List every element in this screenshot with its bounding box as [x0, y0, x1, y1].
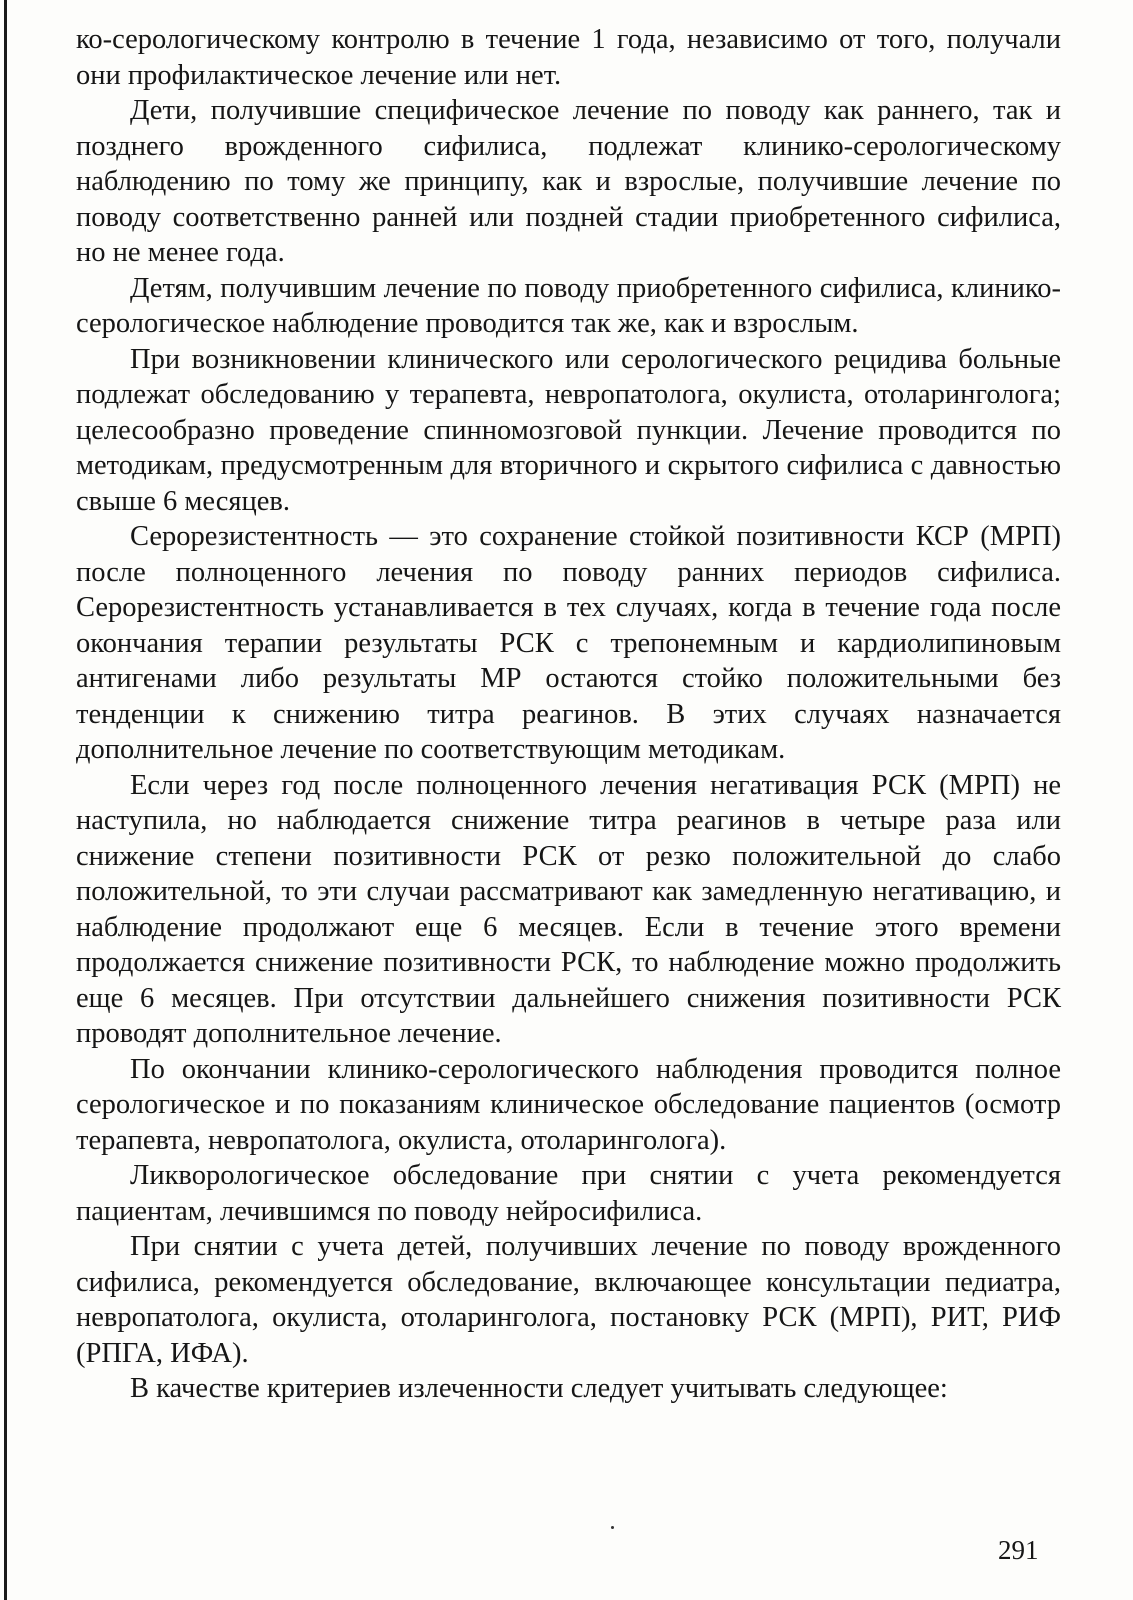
paragraph: Детям, получившим лечение по поводу приобретенного сифилиса, клинико-серологическое наблюдение проводится так же, как и взрослым. — [76, 272, 1061, 339]
paragraph: В качестве критериев излеченности следует учитывать следующее: — [130, 1373, 948, 1404]
paragraph: Дети, получившие специфическое лечение по поводу как раннего, так и позднего врожденного сифилиса, подлежат клинико-серологическому наблюдению по тому же принципу, как и взрослые, получившие лечение по поводу соответственно ранней или поздней стадии приобретенного сифилиса, но не менее года. — [76, 95, 1061, 268]
body-text — [76, 22, 1061, 1407]
paragraph: Серорезистентность — это сохранение стойкой позитивности КСР (МРП) после полноценного лечения по поводу ранних периодов сифилиса. Серорезистентность устанавливается в тех случаях, когда в течение года после окончания терапии результаты РСК с трепонемным и кардиолипиновым антигенами либо результаты МР остаются стойко положительными без тенденции к снижению титра реагинов. В этих случаях назначается дополнительное лечение по соответствующим методикам. — [76, 521, 1061, 765]
page-left-edge — [4, 0, 7, 1600]
page-number: 291 — [998, 1535, 1039, 1565]
print-speck — [611, 1526, 614, 1529]
paragraph: Если через год после полноценного лечения негативация РСК (МРП) не наступила, но наблюдается снижение титра реагинов в четыре раза или снижение степени позитивности РСК от резко положительной до слабо положительной, то эти случаи рассматривают как замедленную негативацию, и наблюдение продолжают еще 6 месяцев. Если в течение этого времени продолжается снижение позитивности РСК, то наблюдение можно продолжить еще 6 месяцев. При отсутствии дальнейшего снижения позитивности РСК проводят дополнительное лечение. — [76, 769, 1061, 1049]
paragraph: При возникновении клинического или серологического рецидива больные подлежат обследованию у терапевта, невропатолога, окулиста, отоларинголога; целесообразно проведение спинномозговой пункции. Лечение проводится по методикам, предусмотренным для вторичного и скрытого сифилиса с давностью свыше 6 месяцев. — [76, 343, 1061, 517]
paragraph: Ликворологическое обследование при снятии с учета рекомендуется пациентам, лечившимся по поводу нейросифилиса. — [76, 1160, 1061, 1227]
paragraph: По окончании клинико-серологического наблюдения проводится полное серологическое и по показаниям клиническое обследование пациентов (осмотр терапевта, невропатолога, окулиста, отоларинголога). — [76, 1053, 1061, 1156]
paragraph-continued: ко-серологическому контролю в течение 1 года, независимо от того, получали они профилактическое лечение или нет. — [76, 24, 1061, 91]
paragraph: При снятии с учета детей, получивших лечение по поводу врожденного сифилиса, рекомендуется обследование, включающее консультации педиатра, невропатолога, окулиста, отоларинголога, постановку РСК (МРП), РИТ, РИФ (РПГА, ИФА). — [76, 1231, 1061, 1369]
